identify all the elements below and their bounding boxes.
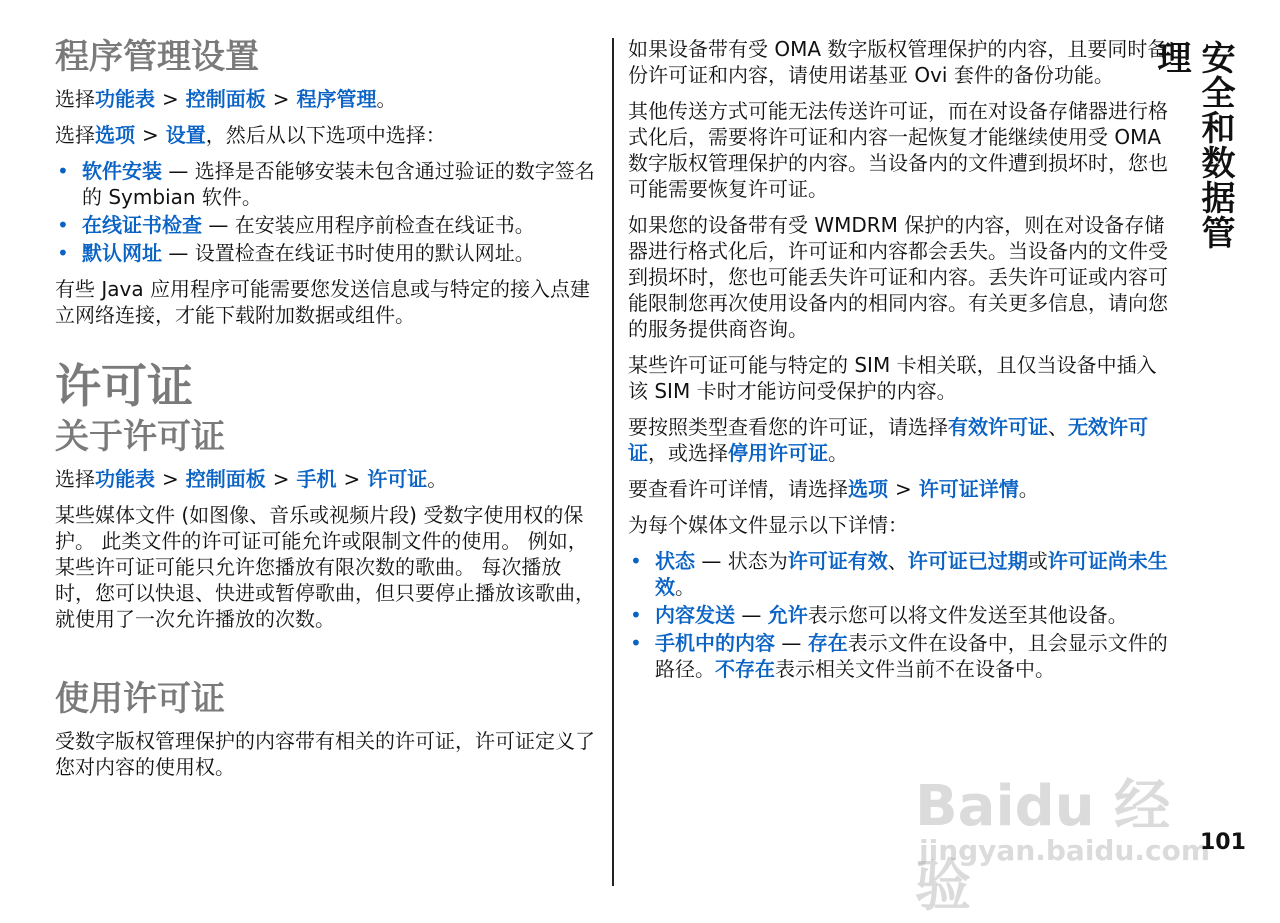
value-license-expired[interactable]: 许可证已过期 (907, 549, 1028, 573)
menu-path-program-manager (55, 86, 600, 112)
sim-license-paragraph: 某些许可证可能与特定的 SIM 卡相关联，且仅当设备中插入该 SIM 卡时才能访问受保护的内容。 (628, 353, 1157, 403)
text: 。 (675, 575, 695, 599)
link-phone[interactable]: 手机 (296, 467, 337, 491)
link-licenses[interactable]: 许可证 (367, 467, 428, 491)
menu-path-license-details (628, 476, 1174, 502)
path-separator: > (895, 477, 912, 501)
path-separator: > (162, 467, 179, 491)
wmdrm-paragraph: 如果您的设备带有受 WMDRM 保护的内容，则在对设备存储器进行格式化后，许可证和内容都会丢失。当设备内的文件受到损坏时，您也可能丢失许可证和内容。丢失许可证或内容可能限制您再次使用设备内的相同内容。有关更多信息，请向您的服务提供商咨询。 (628, 213, 1168, 341)
link-disabled-licenses[interactable]: 停用许可证 (728, 441, 828, 465)
list-item (628, 630, 1174, 682)
link-control-panel[interactable]: 控制面板 (185, 467, 266, 491)
value-allowed[interactable]: 允许 (767, 603, 808, 627)
using-licenses-paragraph: 受数字版权管理保护的内容带有相关的许可证，许可证定义了您对内容的使用权。 (55, 729, 595, 779)
subsection-title-about-licenses: 关于许可证 (55, 417, 225, 457)
view-by-type-paragraph (628, 414, 1174, 466)
text: 。 (427, 467, 448, 491)
link-settings[interactable]: 设置 (165, 123, 206, 147)
option-software-install[interactable]: 软件安装 (82, 159, 162, 183)
page-number: 101 (1200, 830, 1246, 855)
option-online-cert-check[interactable]: 在线证书检查 (82, 213, 202, 237)
list-item (628, 602, 1174, 628)
path-separator: > (272, 87, 290, 111)
text: — 状态为 (695, 549, 788, 573)
text: 表示文件在设备中，且会显示文件的路径。 (655, 631, 1168, 681)
settings-option-list (55, 158, 600, 266)
link-menu[interactable]: 功能表 (95, 467, 155, 491)
text: 选择 (55, 467, 95, 491)
list-item (628, 548, 1174, 600)
baidu-watermark (905, 762, 1211, 919)
link-invalid-licenses[interactable]: 无效许可证 (628, 415, 1148, 465)
subsection-title-using-licenses: 使用许可证 (55, 679, 225, 719)
menu-path-options-settings (55, 122, 600, 148)
option-description: — 在安装应用程序前检查在线证书。 (202, 213, 535, 237)
text: 、 (887, 549, 908, 573)
text: 或 (1027, 549, 1048, 573)
link-valid-licenses[interactable]: 有效许可证 (948, 415, 1048, 439)
left-column (55, 30, 600, 790)
value-not-exists[interactable]: 不存在 (715, 657, 775, 681)
text: 。 (1018, 477, 1039, 501)
text: 、 (1048, 415, 1068, 439)
section-title-program-settings: 程序管理设置 (55, 37, 259, 77)
watermark-logo-text: Baidu 经验 (915, 774, 1171, 919)
value-license-not-yet-valid[interactable]: 许可证尚未生效 (655, 549, 1168, 599)
link-options[interactable]: 选项 (848, 477, 888, 501)
oma-backup-paragraph: 如果设备带有受 OMA 数字版权管理保护的内容，且要同时备份许可证和内容，请使用诺基亚 Ovi 套件的备份功能。 (628, 37, 1168, 87)
watermark-url: jingyan.baidu.com (919, 834, 1211, 867)
detail-content-sending[interactable]: 内容发送 (655, 603, 735, 627)
list-item (55, 158, 600, 210)
option-description: — 设置检查在线证书时使用的默认网址。 (162, 241, 535, 265)
text: 表示您可以将文件发送至其他设备。 (807, 603, 1128, 627)
column-divider (612, 38, 614, 886)
list-item (55, 212, 600, 238)
value-exists[interactable]: 存在 (807, 631, 848, 655)
text: 选择 (55, 87, 95, 111)
option-description: — 选择是否能够安装未包含通过验证的数字签名的 Symbian 软件。 (82, 159, 595, 209)
path-separator: > (272, 467, 290, 491)
text: ，然后从以下选项中选择： (205, 123, 446, 147)
list-item (55, 240, 600, 266)
about-licenses-paragraph: 某些媒体文件 (如图像、音乐或视频片段) 受数字使用权的保护。 此类文件的许可证可能允许或限制文件的使用。 例如，某些许可证可能只允许您播放有限次数的歌曲。 每次播放时，您可以快退、快进或暂停歌曲，但只要停止播放该歌曲，就使用了一次允许播放的次数。 (55, 503, 595, 631)
section-title-licenses: 许可证 (55, 359, 193, 413)
path-separator: > (142, 123, 159, 147)
value-license-valid[interactable]: 许可证有效 (787, 549, 888, 573)
menu-path-licenses (55, 466, 600, 492)
link-program-manager[interactable]: 程序管理 (296, 87, 377, 111)
link-license-details[interactable]: 许可证详情 (918, 477, 1019, 501)
java-paragraph: 有些 Java 应用程序可能需要您发送信息或与特定的接入点建立网络连接，才能下载附加数据或组件。 (55, 277, 590, 327)
detail-content-in-phone[interactable]: 手机中的内容 (655, 631, 775, 655)
chapter-side-title: 安全和数据管理 (1151, 40, 1235, 250)
right-column (628, 36, 1174, 692)
link-control-panel[interactable]: 控制面板 (185, 87, 266, 111)
details-intro: 为每个媒体文件显示以下详情： (628, 513, 908, 537)
text: 要查看许可详情，请选择 (628, 477, 848, 501)
text: 。 (828, 441, 848, 465)
text: — (775, 631, 808, 655)
format-restore-paragraph: 其他传送方式可能无法传送许可证，而在对设备存储器进行格式化后，需要将许可证和内容一起恢复才能继续使用受 OMA 数字版权管理保护的内容。当设备内的文件遭到损坏时，您也可能需要恢复许可证。 (628, 99, 1168, 201)
option-default-url[interactable]: 默认网址 (82, 241, 162, 265)
link-options[interactable]: 选项 (95, 123, 135, 147)
details-list (628, 548, 1174, 682)
text: 要按照类型查看您的许可证，请选择 (628, 415, 948, 439)
text: 。 (376, 87, 397, 111)
text: ，或选择 (648, 441, 728, 465)
text: — (735, 603, 768, 627)
path-separator: > (343, 467, 361, 491)
text: 表示相关文件当前不在设备中。 (775, 657, 1055, 681)
detail-status[interactable]: 状态 (655, 549, 695, 573)
text: 选择 (55, 123, 95, 147)
link-menu[interactable]: 功能表 (95, 87, 155, 111)
path-separator: > (162, 87, 179, 111)
